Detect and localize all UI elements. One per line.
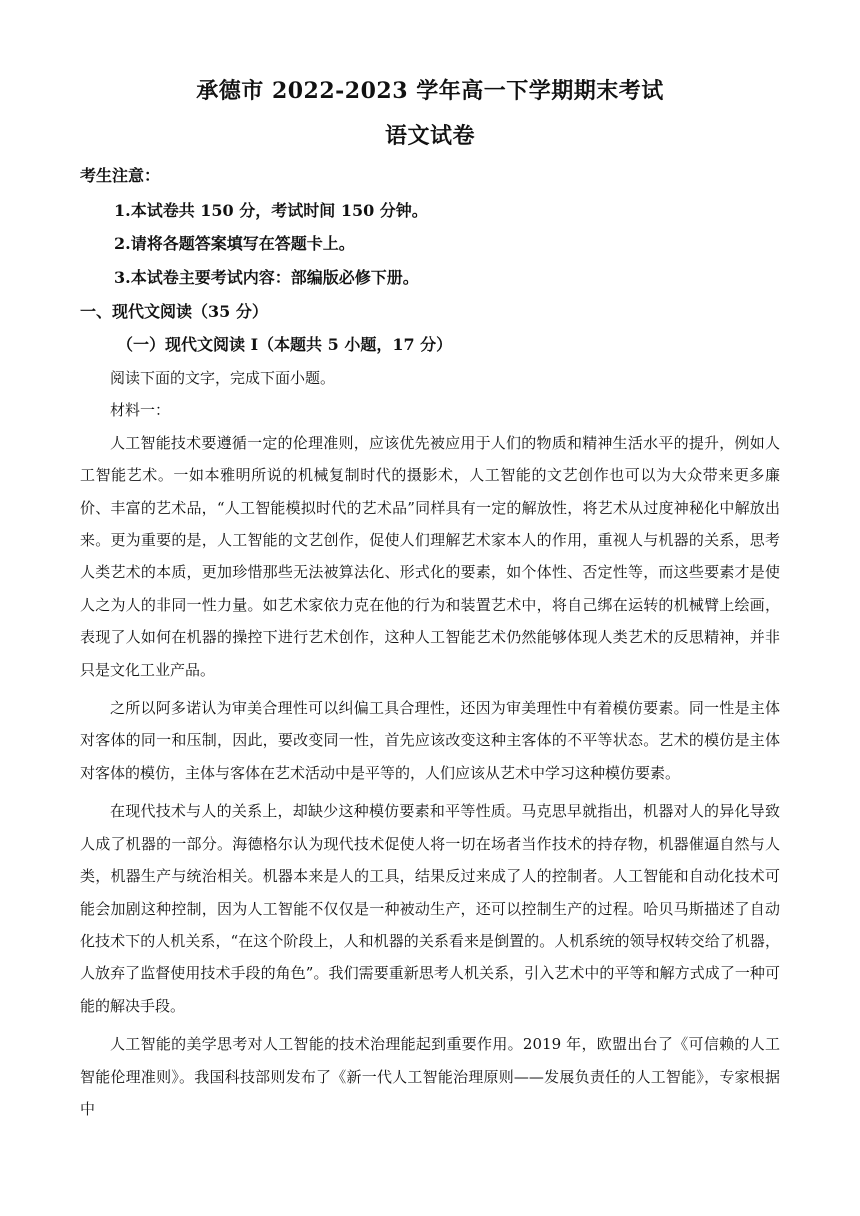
notice-item-1: 1.本试卷共 150 分，考试时间 150 分钟。: [114, 201, 428, 220]
passage-paragraph-3: 在现代技术与人的关系上，却缺少这种模仿要素和平等性质。马克思早就指出，机器对人的异化导致人成了机器的一部分。海德格尔认为现代技术促使人将一切在场者当作技术的持存物，机器催逼自然与人类，机器生产与统治相关。机器本来是人的工具，结果反过来成了人的控制者。人工智能和自动化技术可能会加剧这种控制，因为人工智能不仅仅是一种被动生产，还可以控制生产的过程。哈贝马斯描述了自动化技术下的人机关系，“在这个阶段上，人和机器的关系看来是倒置的。人机系统的领导权转交给了机器，人放弃了监督使用技术手段的角色”。我们需要重新思考人机关系，引入艺术中的平等和解方式成了一种可能的解决手段。: [80, 802, 780, 1015]
passage-instruction: 阅读下面的文字，完成下面小题。: [110, 369, 336, 387]
subsection-heading: （一）现代文阅读 I（本题共 5 小题，17 分）: [117, 335, 453, 354]
exam-subtitle: 语文试卷: [384, 123, 475, 149]
notice-item-3: 3.本试卷主要考试内容：部编版必修下册。: [114, 268, 419, 287]
passage-paragraph-2: 之所以阿多诺认为审美合理性可以纠偏工具合理性，还因为审美理性中有着模仿要素。同一性是主体对客体的同一和压制，因此，要改变同一性，首先应该改变这种主客体的不平等状态。艺术的模仿是主体对客体的模仿，主体与客体在艺术活动中是平等的，人们应该从艺术中学习这种模仿要素。: [80, 699, 780, 782]
passage-paragraph-1: 人工智能技术要遵循一定的伦理准则，应该优先被应用于人们的物质和精神生活水平的提升，例如人工智能艺术。一如本雅明所说的机械复制时代的摄影术，人工智能的文艺创作也可以为大众带来更多廉价、丰富的艺术品，“人工智能模拟时代的艺术品”同样具有一定的解放性，将艺术从过度神秘化中解放出来。更为重要的是，人工智能的文艺创作，促使人们理解艺术家本人的作用，重视人与机器的关系，思考人类艺术的本质，更加珍惜那些无法被算法化、形式化的要素，如个体性、否定性等，而这些要素才是使人之为人的非同一性力量。如艺术家依力克在他的行为和装置艺术中，将自己绑在运转的机械臂上绘画，表现了人如何在机器的操控下进行艺术创作，这种人工智能艺术仍然能够体现人类艺术的反思精神，并非只是文化工业产品。: [80, 433, 780, 679]
material-label: 材料一：: [110, 401, 171, 420]
passage-paragraph-4: 人工智能的美学思考对人工智能的技术治理能起到重要作用。2019 年，欧盟出台了《可信赖的人工智能伦理准则》。我国科技部则发布了《新一代人工智能治理原则——发展负责任的人工智能》，专家根据中: [80, 1035, 780, 1118]
reading-passage: [80, 362, 780, 1125]
notice-heading: 考生注意：: [80, 166, 161, 185]
section-heading: 一、现代文阅读（35 分）: [80, 302, 268, 321]
exam-title: 承德市 2022-2023 学年高一下学期期末考试: [196, 78, 664, 104]
notice-item-2: 2.请将各题答案填写在答题卡上。: [114, 234, 355, 253]
